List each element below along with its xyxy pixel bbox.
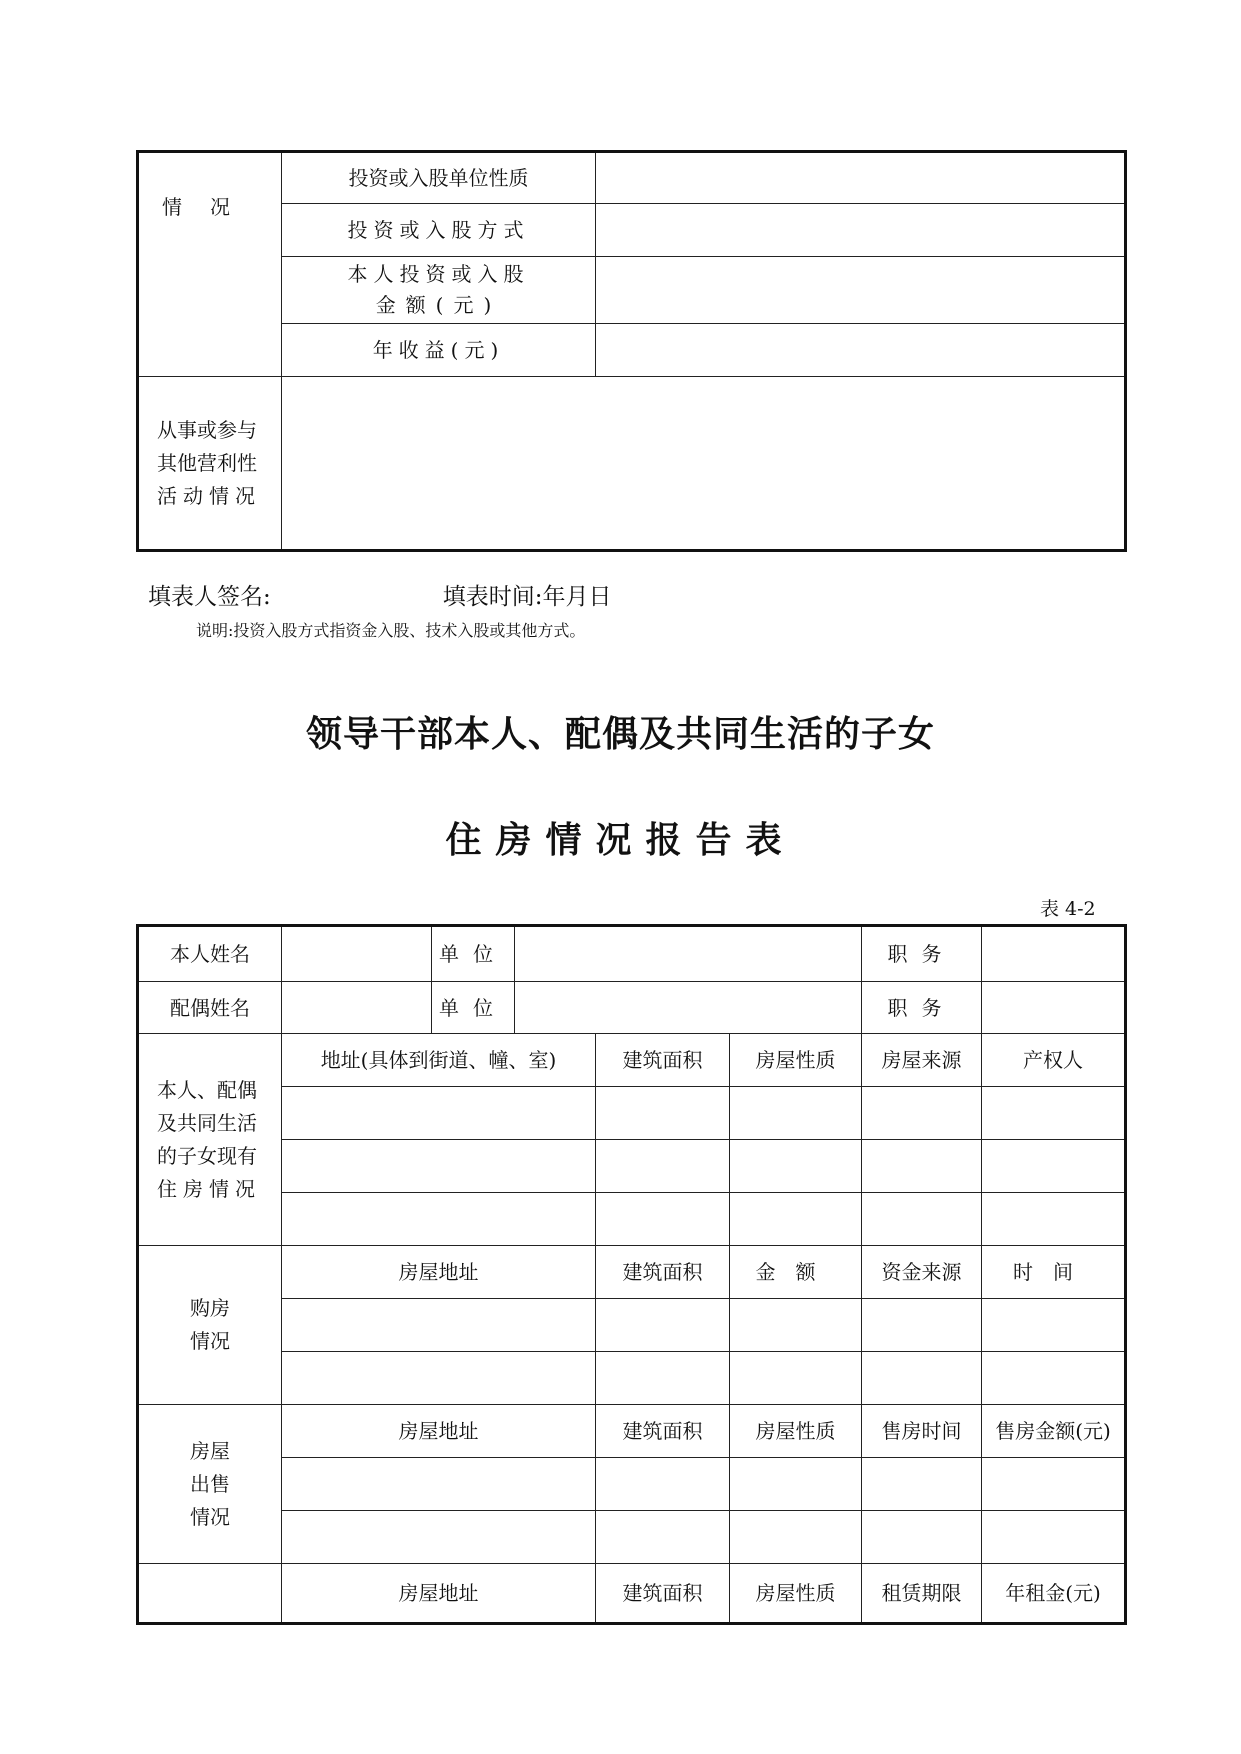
other-activities-label: 从事或参与 其他营利性 活动情况 [138,377,282,551]
sale-amount-cell[interactable] [982,1511,1126,1564]
self-position-label: 职务 [862,926,982,982]
table-row [138,1511,1126,1564]
current-nature-cell[interactable] [730,1087,862,1140]
sale-time-cell[interactable] [862,1458,982,1511]
spouse-position-field[interactable] [982,982,1126,1034]
table-row [138,1087,1126,1140]
spouse-unit-field[interactable] [515,982,862,1034]
self-name-label: 本人姓名 [138,926,282,982]
header-house-nature: 房屋性质 [730,1405,862,1458]
sale-label: 房屋 出售 情况 [138,1405,282,1564]
unit-nature-label: 投资或入股单位性质 [282,152,596,204]
current-address-cell[interactable] [282,1140,596,1193]
self-name-field[interactable] [282,926,432,982]
investment-method-label: 投资或入股方式 [282,204,596,257]
sale-nature-cell[interactable] [730,1458,862,1511]
header-time: 时间 [982,1246,1126,1299]
purchase-fund-cell[interactable] [862,1352,982,1405]
sale-area-cell[interactable] [596,1511,730,1564]
header-floor-area: 建筑面积 [596,1034,730,1087]
purchase-area-cell[interactable] [596,1299,730,1352]
spouse-name-label: 配偶姓名 [138,982,282,1034]
sale-address-cell[interactable] [282,1458,596,1511]
spouse-unit-label: 单位 [432,982,515,1034]
signature-line [148,578,612,611]
current-source-cell[interactable] [862,1193,982,1246]
current-nature-cell[interactable] [730,1140,862,1193]
header-house-address: 房屋地址 [282,1405,596,1458]
purchase-amount-cell[interactable] [730,1352,862,1405]
table-row [138,1458,1126,1511]
header-house-source: 房屋来源 [862,1034,982,1087]
table-row [138,1299,1126,1352]
header-annual-rent: 年租金(元) [982,1564,1126,1624]
header-sale-time: 售房时间 [862,1405,982,1458]
current-nature-cell[interactable] [730,1193,862,1246]
investment-amount-label: 本人投资或入股 金额(元) [282,257,596,324]
table-row [138,1140,1126,1193]
housing-table [136,924,1127,1625]
purchase-area-cell[interactable] [596,1352,730,1405]
investment-method-field[interactable] [596,204,1126,257]
sale-nature-cell[interactable] [730,1511,862,1564]
current-owner-cell[interactable] [982,1193,1126,1246]
header-floor-area: 建筑面积 [596,1564,730,1624]
sale-address-cell[interactable] [282,1511,596,1564]
purchase-amount-cell[interactable] [730,1299,862,1352]
table-row [138,1352,1126,1405]
current-source-cell[interactable] [862,1140,982,1193]
header-floor-area: 建筑面积 [596,1405,730,1458]
current-area-cell[interactable] [596,1140,730,1193]
purchase-label: 购房 情况 [138,1246,282,1405]
page-subtitle: 住房情况报告表 [445,819,796,861]
filler-signature-label: 填表人签名: [148,584,271,610]
investment-amount-label-line2: 金额(元) [375,293,502,317]
other-activities-field[interactable] [282,377,1126,551]
table-number: 表 4-2 [1040,898,1096,920]
header-house-address: 房屋地址 [282,1564,596,1624]
purchase-address-cell[interactable] [282,1352,596,1405]
header-owner: 产权人 [982,1034,1126,1087]
self-position-field[interactable] [982,926,1126,982]
investment-table [136,150,1127,552]
header-house-address: 房屋地址 [282,1246,596,1299]
table-row [138,1193,1126,1246]
self-unit-label: 单位 [432,926,515,982]
purchase-time-cell[interactable] [982,1299,1126,1352]
fill-time-label: 填表时间:年月日 [442,584,612,610]
header-amount: 金额 [730,1246,862,1299]
annual-income-field[interactable] [596,324,1126,377]
situation-label: 情况 [138,152,282,377]
header-sale-amount: 售房金额(元) [982,1405,1126,1458]
header-house-nature: 房屋性质 [730,1564,862,1624]
header-floor-area: 建筑面积 [596,1246,730,1299]
unit-nature-field[interactable] [596,152,1126,204]
header-fund-source: 资金来源 [862,1246,982,1299]
sale-area-cell[interactable] [596,1458,730,1511]
spouse-name-field[interactable] [282,982,432,1034]
current-owner-cell[interactable] [982,1140,1126,1193]
sale-time-cell[interactable] [862,1511,982,1564]
current-housing-label: 本人、配偶 及共同生活 的子女现有 住房情况 [138,1034,282,1246]
note-text: 说明:投资入股方式指资金入股、技术入股或其他方式。 [196,621,586,640]
spouse-position-label: 职务 [862,982,982,1034]
purchase-address-cell[interactable] [282,1299,596,1352]
header-address-detail: 地址(具体到街道、幢、室) [282,1034,596,1087]
header-lease-term: 租赁期限 [862,1564,982,1624]
sale-amount-cell[interactable] [982,1458,1126,1511]
page-title: 领导干部本人、配偶及共同生活的子女 [305,713,935,755]
current-address-cell[interactable] [282,1087,596,1140]
annual-income-label: 年收益(元) [282,324,596,377]
header-house-nature: 房屋性质 [730,1034,862,1087]
purchase-fund-cell[interactable] [862,1299,982,1352]
current-area-cell[interactable] [596,1087,730,1140]
purchase-time-cell[interactable] [982,1352,1126,1405]
current-owner-cell[interactable] [982,1087,1126,1140]
current-address-cell[interactable] [282,1193,596,1246]
self-unit-field[interactable] [515,926,862,982]
current-source-cell[interactable] [862,1087,982,1140]
current-area-cell[interactable] [596,1193,730,1246]
investment-amount-field[interactable] [596,257,1126,324]
rental-label [138,1564,282,1624]
